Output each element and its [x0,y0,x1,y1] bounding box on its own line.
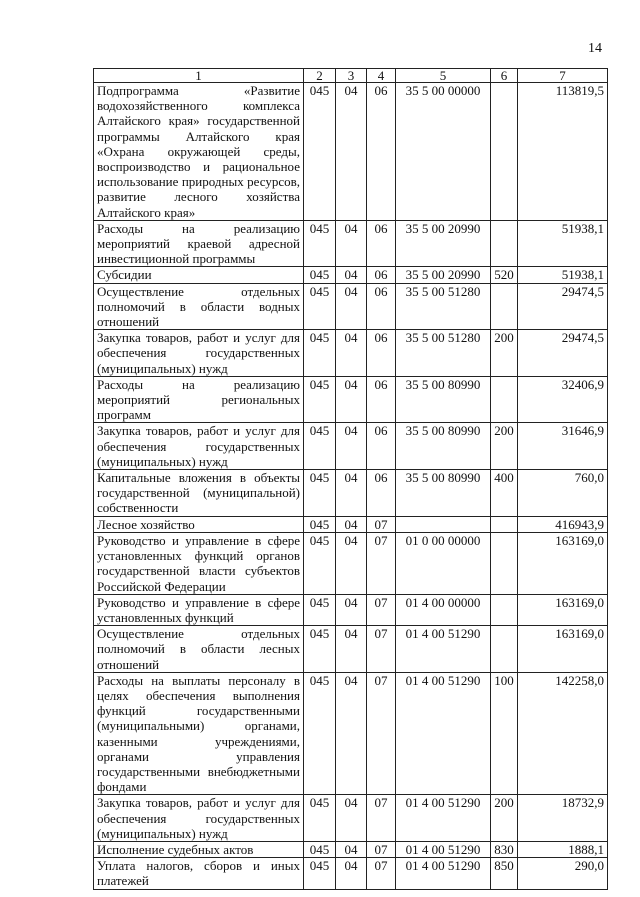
table-row [94,672,608,795]
expense-type-cell: 850 [491,858,518,889]
subsection-code-cell: 06 [367,220,396,267]
expense-type-cell: 200 [491,330,518,377]
target-article-cell: 35 5 00 80990 [396,423,491,470]
target-article-cell: 01 4 00 51290 [396,795,491,842]
amount-cell: 163169,0 [518,532,608,594]
expense-type-cell [491,376,518,423]
column-header-4: 4 [367,69,396,83]
target-article-cell [396,516,491,532]
target-article-cell: 35 5 00 80990 [396,376,491,423]
subsection-code-cell: 06 [367,83,396,221]
ministry-code-cell: 045 [304,858,336,889]
expense-name-cell: Руководство и управление в сфере установленных функций [94,594,304,625]
section-code-cell: 04 [336,795,367,842]
ministry-code-cell: 045 [304,267,336,283]
ministry-code-cell: 045 [304,423,336,470]
expense-type-cell [491,594,518,625]
amount-cell: 51938,1 [518,267,608,283]
amount-cell: 760,0 [518,470,608,517]
subsection-code-cell: 07 [367,858,396,889]
target-article-cell: 35 5 00 80990 [396,470,491,517]
ministry-code-cell: 045 [304,532,336,594]
section-code-cell: 04 [336,376,367,423]
expense-name-cell: Лесное хозяйство [94,516,304,532]
expense-name-cell: Закупка товаров, работ и услуг для обеспечения государственных (муниципальных) нужд [94,795,304,842]
amount-cell: 163169,0 [518,626,608,673]
target-article-cell: 35 5 00 20990 [396,220,491,267]
expense-name-cell: Субсидии [94,267,304,283]
section-code-cell: 04 [336,516,367,532]
expense-type-cell [491,532,518,594]
ministry-code-cell: 045 [304,672,336,795]
amount-cell: 29474,5 [518,330,608,377]
section-code-cell: 04 [336,672,367,795]
expense-type-cell [491,83,518,221]
table-row [94,594,608,625]
amount-cell: 51938,1 [518,220,608,267]
amount-cell: 142258,0 [518,672,608,795]
subsection-code-cell: 06 [367,283,396,330]
target-article-cell: 35 5 00 00000 [396,83,491,221]
table-row [94,858,608,889]
section-code-cell: 04 [336,220,367,267]
subsection-code-cell: 06 [367,267,396,283]
subsection-code-cell: 07 [367,795,396,842]
expense-name-cell: Закупка товаров, работ и услуг для обеспечения государственных (муниципальных) нужд [94,330,304,377]
amount-cell: 18732,9 [518,795,608,842]
target-article-cell: 01 4 00 00000 [396,594,491,625]
expense-type-cell [491,626,518,673]
amount-cell: 32406,9 [518,376,608,423]
expense-type-cell: 200 [491,423,518,470]
ministry-code-cell: 045 [304,376,336,423]
section-code-cell: 04 [336,283,367,330]
table-row [94,330,608,377]
subsection-code-cell: 07 [367,626,396,673]
amount-cell: 416943,9 [518,516,608,532]
section-code-cell: 04 [336,423,367,470]
amount-cell: 113819,5 [518,83,608,221]
section-code-cell: 04 [336,858,367,889]
expense-type-cell [491,516,518,532]
expense-type-cell: 400 [491,470,518,517]
subsection-code-cell: 07 [367,672,396,795]
table-row [94,423,608,470]
table-row [94,83,608,221]
expense-type-cell: 200 [491,795,518,842]
expense-name-cell: Осуществление отдельных полномочий в области водных отношений [94,283,304,330]
target-article-cell: 01 0 00 00000 [396,532,491,594]
table-row [94,795,608,842]
ministry-code-cell: 045 [304,220,336,267]
target-article-cell: 01 4 00 51290 [396,626,491,673]
table-row [94,267,608,283]
expense-name-cell: Исполнение судебных актов [94,841,304,857]
ministry-code-cell: 045 [304,516,336,532]
target-article-cell: 01 4 00 51290 [396,841,491,857]
table-row [94,376,608,423]
ministry-code-cell: 045 [304,626,336,673]
ministry-code-cell: 045 [304,283,336,330]
subsection-code-cell: 07 [367,594,396,625]
target-article-cell: 35 5 00 51280 [396,283,491,330]
section-code-cell: 04 [336,330,367,377]
column-header-2: 2 [304,69,336,83]
budget-table [93,68,608,890]
expense-name-cell: Капитальные вложения в объекты государственной (муниципальной) собственности [94,470,304,517]
expense-name-cell: Расходы на реализацию мероприятий региональных программ [94,376,304,423]
expense-name-cell: Расходы на выплаты персоналу в целях обеспечения выполнения функций государственными (муниципальными) органами, казенными учреждениями, органами управления государственными внебюджетными фондами [94,672,304,795]
expense-name-cell: Руководство и управление в сфере установленных функций органов государственной власти субъектов Российской Федерации [94,532,304,594]
column-header-5: 5 [396,69,491,83]
table-row [94,516,608,532]
ministry-code-cell: 045 [304,841,336,857]
amount-cell: 290,0 [518,858,608,889]
amount-cell: 163169,0 [518,594,608,625]
ministry-code-cell: 045 [304,330,336,377]
section-code-cell: 04 [336,532,367,594]
table-row [94,470,608,517]
expense-type-cell: 100 [491,672,518,795]
table-header-row [94,69,608,83]
amount-cell: 31646,9 [518,423,608,470]
section-code-cell: 04 [336,470,367,517]
subsection-code-cell: 07 [367,841,396,857]
subsection-code-cell: 07 [367,532,396,594]
column-header-3: 3 [336,69,367,83]
ministry-code-cell: 045 [304,594,336,625]
section-code-cell: 04 [336,83,367,221]
table-row [94,532,608,594]
target-article-cell: 35 5 00 20990 [396,267,491,283]
subsection-code-cell: 06 [367,330,396,377]
subsection-code-cell: 06 [367,470,396,517]
table-row [94,220,608,267]
column-header-6: 6 [491,69,518,83]
expense-name-cell: Закупка товаров, работ и услуг для обеспечения государственных (муниципальных) нужд [94,423,304,470]
section-code-cell: 04 [336,841,367,857]
amount-cell: 29474,5 [518,283,608,330]
target-article-cell: 01 4 00 51290 [396,672,491,795]
expense-name-cell: Уплата налогов, сборов и иных платежей [94,858,304,889]
table-row [94,841,608,857]
subsection-code-cell: 07 [367,516,396,532]
ministry-code-cell: 045 [304,795,336,842]
table-row [94,283,608,330]
expense-type-cell [491,220,518,267]
target-article-cell: 35 5 00 51280 [396,330,491,377]
section-code-cell: 04 [336,594,367,625]
subsection-code-cell: 06 [367,423,396,470]
ministry-code-cell: 045 [304,470,336,517]
column-header-7: 7 [518,69,608,83]
expense-name-cell: Осуществление отдельных полномочий в области лесных отношений [94,626,304,673]
amount-cell: 1888,1 [518,841,608,857]
expense-type-cell: 830 [491,841,518,857]
column-header-1: 1 [94,69,304,83]
target-article-cell: 01 4 00 51290 [396,858,491,889]
page-number: 14 [588,41,602,56]
section-code-cell: 04 [336,626,367,673]
expense-type-cell [491,283,518,330]
subsection-code-cell: 06 [367,376,396,423]
table-row [94,626,608,673]
ministry-code-cell: 045 [304,83,336,221]
expense-type-cell: 520 [491,267,518,283]
expense-name-cell: Расходы на реализацию мероприятий краевой адресной инвестиционной программы [94,220,304,267]
expense-name-cell: Подпрограмма «Развитие водохозяйственного комплекса Алтайского края» государственной программы Алтайского края «Охрана окружающей среды, воспроизводство и рациональное использование природных ресурсов, развитие лесного хозяйства Алтайского края» [94,83,304,221]
section-code-cell: 04 [336,267,367,283]
